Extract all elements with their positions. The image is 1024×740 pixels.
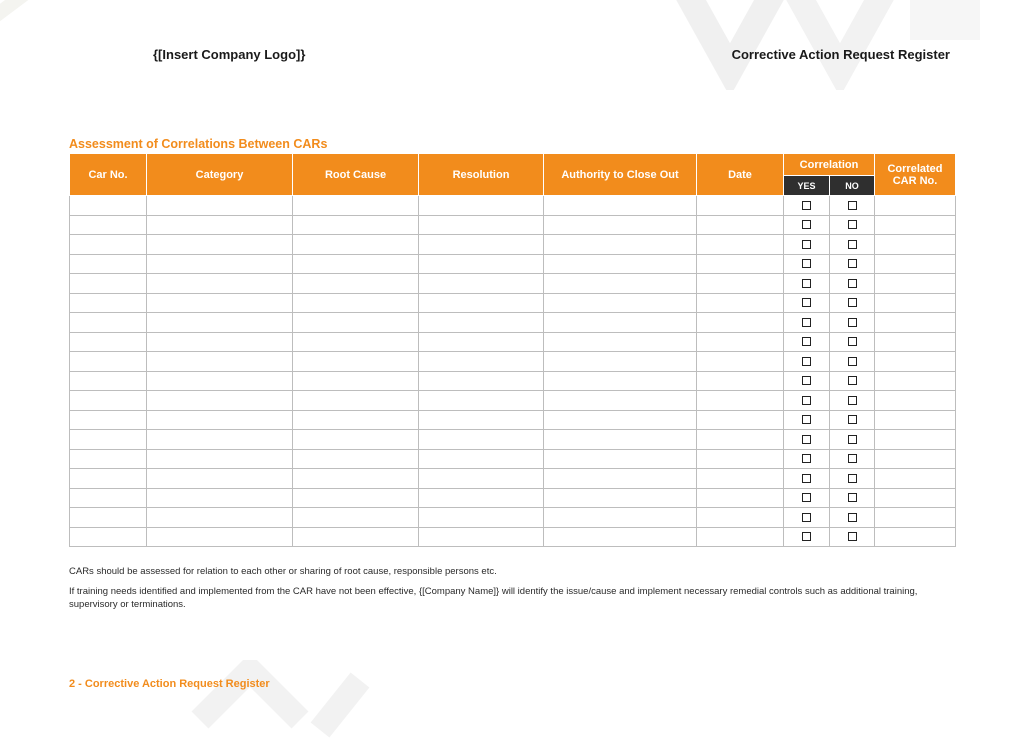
cell-root-cause[interactable]: [293, 254, 419, 274]
cell-resolution[interactable]: [419, 391, 544, 411]
cell-resolution[interactable]: [419, 235, 544, 255]
cell-car-no[interactable]: [70, 313, 147, 333]
cell-resolution[interactable]: [419, 313, 544, 333]
no-checkbox[interactable]: [848, 513, 857, 522]
cell-car-no[interactable]: [70, 293, 147, 313]
yes-checkbox[interactable]: [802, 357, 811, 366]
cell-no: [830, 371, 875, 391]
cell-root-cause[interactable]: [293, 527, 419, 547]
cell-yes: [784, 235, 830, 255]
cell-correlated-car[interactable]: [875, 410, 956, 430]
cell-yes: [784, 313, 830, 333]
cell-correlated-car[interactable]: [875, 215, 956, 235]
cell-category[interactable]: [147, 371, 293, 391]
cell-correlated-car[interactable]: [875, 293, 956, 313]
cell-root-cause[interactable]: [293, 469, 419, 489]
cell-root-cause[interactable]: [293, 410, 419, 430]
cell-car-no[interactable]: [70, 235, 147, 255]
cell-no: [830, 352, 875, 372]
cell-category[interactable]: [147, 449, 293, 469]
cell-no: [830, 391, 875, 411]
cell-yes: [784, 254, 830, 274]
no-checkbox[interactable]: [848, 201, 857, 210]
header-correlation: Correlation: [784, 154, 875, 176]
no-checkbox[interactable]: [848, 493, 857, 502]
cell-authority[interactable]: [544, 254, 697, 274]
cell-authority[interactable]: [544, 313, 697, 333]
cell-date[interactable]: [697, 508, 784, 528]
table-row: [70, 254, 956, 274]
cell-root-cause[interactable]: [293, 215, 419, 235]
cell-category[interactable]: [147, 215, 293, 235]
cell-correlated-car[interactable]: [875, 235, 956, 255]
cell-correlated-car[interactable]: [875, 527, 956, 547]
cell-correlated-car[interactable]: [875, 254, 956, 274]
no-checkbox[interactable]: [848, 415, 857, 424]
cell-date[interactable]: [697, 352, 784, 372]
table-row: [70, 430, 956, 450]
cell-correlated-car[interactable]: [875, 196, 956, 216]
cell-resolution[interactable]: [419, 293, 544, 313]
no-checkbox[interactable]: [848, 337, 857, 346]
yes-checkbox[interactable]: [802, 220, 811, 229]
cell-correlated-car[interactable]: [875, 488, 956, 508]
no-checkbox[interactable]: [848, 298, 857, 307]
cell-root-cause[interactable]: [293, 488, 419, 508]
cell-authority[interactable]: [544, 274, 697, 294]
cell-car-no[interactable]: [70, 527, 147, 547]
cell-car-no[interactable]: [70, 274, 147, 294]
cell-date[interactable]: [697, 488, 784, 508]
cell-root-cause[interactable]: [293, 352, 419, 372]
cell-authority[interactable]: [544, 488, 697, 508]
cell-root-cause[interactable]: [293, 508, 419, 528]
cell-car-no[interactable]: [70, 449, 147, 469]
yes-checkbox[interactable]: [802, 240, 811, 249]
cell-category[interactable]: [147, 488, 293, 508]
cell-root-cause[interactable]: [293, 235, 419, 255]
cell-yes: [784, 469, 830, 489]
cell-date[interactable]: [697, 274, 784, 294]
document-title: Corrective Action Request Register: [731, 47, 950, 62]
cell-root-cause[interactable]: [293, 332, 419, 352]
yes-checkbox[interactable]: [802, 493, 811, 502]
cell-yes: [784, 215, 830, 235]
cell-correlated-car[interactable]: [875, 430, 956, 450]
note-assessment: CARs should be assessed for relation to each other or sharing of root cause, responsible persons etc.: [69, 566, 497, 577]
page-footer: 2 - Corrective Action Request Register: [69, 678, 270, 690]
header-no: NO: [830, 176, 875, 196]
cell-yes: [784, 430, 830, 450]
watermark-logo-left: [0, 0, 70, 30]
cell-category[interactable]: [147, 391, 293, 411]
header-correlated-car: Correlated CAR No.: [875, 154, 956, 196]
header-date: Date: [697, 154, 784, 196]
cell-yes: [784, 293, 830, 313]
cell-correlated-car[interactable]: [875, 508, 956, 528]
cell-category[interactable]: [147, 235, 293, 255]
no-checkbox[interactable]: [848, 435, 857, 444]
cell-no: [830, 527, 875, 547]
cell-no: [830, 196, 875, 216]
cell-category[interactable]: [147, 274, 293, 294]
cell-correlated-car[interactable]: [875, 449, 956, 469]
cell-no: [830, 410, 875, 430]
yes-checkbox[interactable]: [802, 376, 811, 385]
yes-checkbox[interactable]: [802, 201, 811, 210]
cell-no: [830, 332, 875, 352]
cell-authority[interactable]: [544, 527, 697, 547]
cell-no: [830, 430, 875, 450]
cell-car-no[interactable]: [70, 196, 147, 216]
cell-resolution[interactable]: [419, 410, 544, 430]
table-row: [70, 313, 956, 333]
cell-resolution[interactable]: [419, 371, 544, 391]
header-yes: YES: [784, 176, 830, 196]
table-row: [70, 508, 956, 528]
cell-root-cause[interactable]: [293, 430, 419, 450]
yes-checkbox[interactable]: [802, 318, 811, 327]
cell-authority[interactable]: [544, 391, 697, 411]
cell-root-cause[interactable]: [293, 274, 419, 294]
cell-resolution[interactable]: [419, 508, 544, 528]
cell-resolution[interactable]: [419, 215, 544, 235]
table-row: [70, 235, 956, 255]
cell-no: [830, 254, 875, 274]
cell-authority[interactable]: [544, 293, 697, 313]
cell-resolution[interactable]: [419, 469, 544, 489]
cell-authority[interactable]: [544, 215, 697, 235]
no-checkbox[interactable]: [848, 279, 857, 288]
cell-authority[interactable]: [544, 371, 697, 391]
cell-yes: [784, 274, 830, 294]
company-logo-placeholder: {[Insert Company Logo]}: [153, 47, 306, 62]
yes-checkbox[interactable]: [802, 435, 811, 444]
cell-category[interactable]: [147, 430, 293, 450]
cell-car-no[interactable]: [70, 410, 147, 430]
table-body: [70, 196, 956, 547]
header-car-no: Car No.: [70, 154, 147, 196]
watermark-logo-bottom: [180, 660, 400, 740]
cell-date[interactable]: [697, 254, 784, 274]
cell-yes: [784, 508, 830, 528]
no-checkbox[interactable]: [848, 240, 857, 249]
watermark-logo-top: [640, 0, 1000, 90]
cell-car-no[interactable]: [70, 508, 147, 528]
cell-date[interactable]: [697, 430, 784, 450]
cell-category[interactable]: [147, 332, 293, 352]
yes-checkbox[interactable]: [802, 415, 811, 424]
no-checkbox[interactable]: [848, 396, 857, 405]
cell-resolution[interactable]: [419, 196, 544, 216]
cell-category[interactable]: [147, 508, 293, 528]
header-category: Category: [147, 154, 293, 196]
cell-date[interactable]: [697, 196, 784, 216]
cell-correlated-car[interactable]: [875, 391, 956, 411]
cell-car-no[interactable]: [70, 332, 147, 352]
cell-no: [830, 293, 875, 313]
cell-yes: [784, 196, 830, 216]
cell-yes: [784, 410, 830, 430]
cell-date[interactable]: [697, 215, 784, 235]
yes-checkbox[interactable]: [802, 279, 811, 288]
cell-date[interactable]: [697, 449, 784, 469]
cell-resolution[interactable]: [419, 449, 544, 469]
note-training: If training needs identified and implemented from the CAR have not been effective, {[Company Name]} will identify the issue/cause and implement necessary remedial controls such as additional training, supervisory or terminations.: [69, 586, 918, 610]
cell-resolution[interactable]: [419, 488, 544, 508]
header-authority: Authority to Close Out: [544, 154, 697, 196]
cell-car-no[interactable]: [70, 254, 147, 274]
no-checkbox[interactable]: [848, 357, 857, 366]
cell-category[interactable]: [147, 352, 293, 372]
cell-yes: [784, 488, 830, 508]
cell-no: [830, 215, 875, 235]
cell-category[interactable]: [147, 410, 293, 430]
cell-no: [830, 488, 875, 508]
cell-date[interactable]: [697, 371, 784, 391]
cell-date[interactable]: [697, 469, 784, 489]
no-checkbox[interactable]: [848, 220, 857, 229]
cell-correlated-car[interactable]: [875, 371, 956, 391]
cell-date[interactable]: [697, 313, 784, 333]
table-row: [70, 215, 956, 235]
cell-correlated-car[interactable]: [875, 313, 956, 333]
cell-resolution[interactable]: [419, 430, 544, 450]
cell-authority[interactable]: [544, 196, 697, 216]
table-row: [70, 527, 956, 547]
cell-resolution[interactable]: [419, 352, 544, 372]
cell-correlated-car[interactable]: [875, 332, 956, 352]
yes-checkbox[interactable]: [802, 513, 811, 522]
cell-resolution[interactable]: [419, 332, 544, 352]
no-checkbox[interactable]: [848, 376, 857, 385]
cell-yes: [784, 449, 830, 469]
table-row: [70, 488, 956, 508]
cell-category[interactable]: [147, 313, 293, 333]
cell-date[interactable]: [697, 527, 784, 547]
cell-yes: [784, 371, 830, 391]
cell-no: [830, 449, 875, 469]
yes-checkbox[interactable]: [802, 337, 811, 346]
cell-car-no[interactable]: [70, 469, 147, 489]
header-root-cause: Root Cause: [293, 154, 419, 196]
cell-root-cause[interactable]: [293, 293, 419, 313]
cell-no: [830, 235, 875, 255]
cell-correlated-car[interactable]: [875, 352, 956, 372]
table-row: [70, 332, 956, 352]
cell-authority[interactable]: [544, 410, 697, 430]
cell-authority[interactable]: [544, 430, 697, 450]
cell-car-no[interactable]: [70, 215, 147, 235]
cell-no: [830, 274, 875, 294]
yes-checkbox[interactable]: [802, 454, 811, 463]
cell-date[interactable]: [697, 332, 784, 352]
cell-authority[interactable]: [544, 332, 697, 352]
table-row: [70, 410, 956, 430]
cell-root-cause[interactable]: [293, 371, 419, 391]
table-row: [70, 352, 956, 372]
section-title: Assessment of Correlations Between CARs: [69, 137, 328, 151]
cell-yes: [784, 352, 830, 372]
cell-category[interactable]: [147, 527, 293, 547]
table-row: [70, 274, 956, 294]
header-resolution: Resolution: [419, 154, 544, 196]
table-row: [70, 293, 956, 313]
cell-category[interactable]: [147, 469, 293, 489]
cell-no: [830, 508, 875, 528]
table-row: [70, 469, 956, 489]
cell-car-no[interactable]: [70, 391, 147, 411]
yes-checkbox[interactable]: [802, 259, 811, 268]
cell-car-no[interactable]: [70, 488, 147, 508]
cell-no: [830, 313, 875, 333]
cell-authority[interactable]: [544, 235, 697, 255]
car-correlation-table: [69, 153, 956, 547]
cell-authority[interactable]: [544, 508, 697, 528]
yes-checkbox[interactable]: [802, 396, 811, 405]
no-checkbox[interactable]: [848, 532, 857, 541]
cell-resolution[interactable]: [419, 274, 544, 294]
cell-date[interactable]: [697, 293, 784, 313]
cell-resolution[interactable]: [419, 254, 544, 274]
table-row: [70, 391, 956, 411]
cell-correlated-car[interactable]: [875, 469, 956, 489]
yes-checkbox[interactable]: [802, 298, 811, 307]
no-checkbox[interactable]: [848, 474, 857, 483]
cell-correlated-car[interactable]: [875, 274, 956, 294]
cell-car-no[interactable]: [70, 371, 147, 391]
cell-resolution[interactable]: [419, 527, 544, 547]
cell-date[interactable]: [697, 235, 784, 255]
cell-root-cause[interactable]: [293, 313, 419, 333]
no-checkbox[interactable]: [848, 454, 857, 463]
cell-category[interactable]: [147, 196, 293, 216]
cell-date[interactable]: [697, 410, 784, 430]
cell-authority[interactable]: [544, 352, 697, 372]
no-checkbox[interactable]: [848, 318, 857, 327]
table-row: [70, 196, 956, 216]
table-row: [70, 371, 956, 391]
cell-authority[interactable]: [544, 449, 697, 469]
cell-date[interactable]: [697, 391, 784, 411]
yes-checkbox[interactable]: [802, 474, 811, 483]
cell-authority[interactable]: [544, 469, 697, 489]
cell-category[interactable]: [147, 293, 293, 313]
cell-no: [830, 469, 875, 489]
table-row: [70, 449, 956, 469]
cell-root-cause[interactable]: [293, 449, 419, 469]
cell-car-no[interactable]: [70, 430, 147, 450]
no-checkbox[interactable]: [848, 259, 857, 268]
yes-checkbox[interactable]: [802, 532, 811, 541]
cell-car-no[interactable]: [70, 352, 147, 372]
cell-category[interactable]: [147, 254, 293, 274]
cell-yes: [784, 527, 830, 547]
cell-root-cause[interactable]: [293, 391, 419, 411]
cell-yes: [784, 391, 830, 411]
cell-root-cause[interactable]: [293, 196, 419, 216]
cell-yes: [784, 332, 830, 352]
